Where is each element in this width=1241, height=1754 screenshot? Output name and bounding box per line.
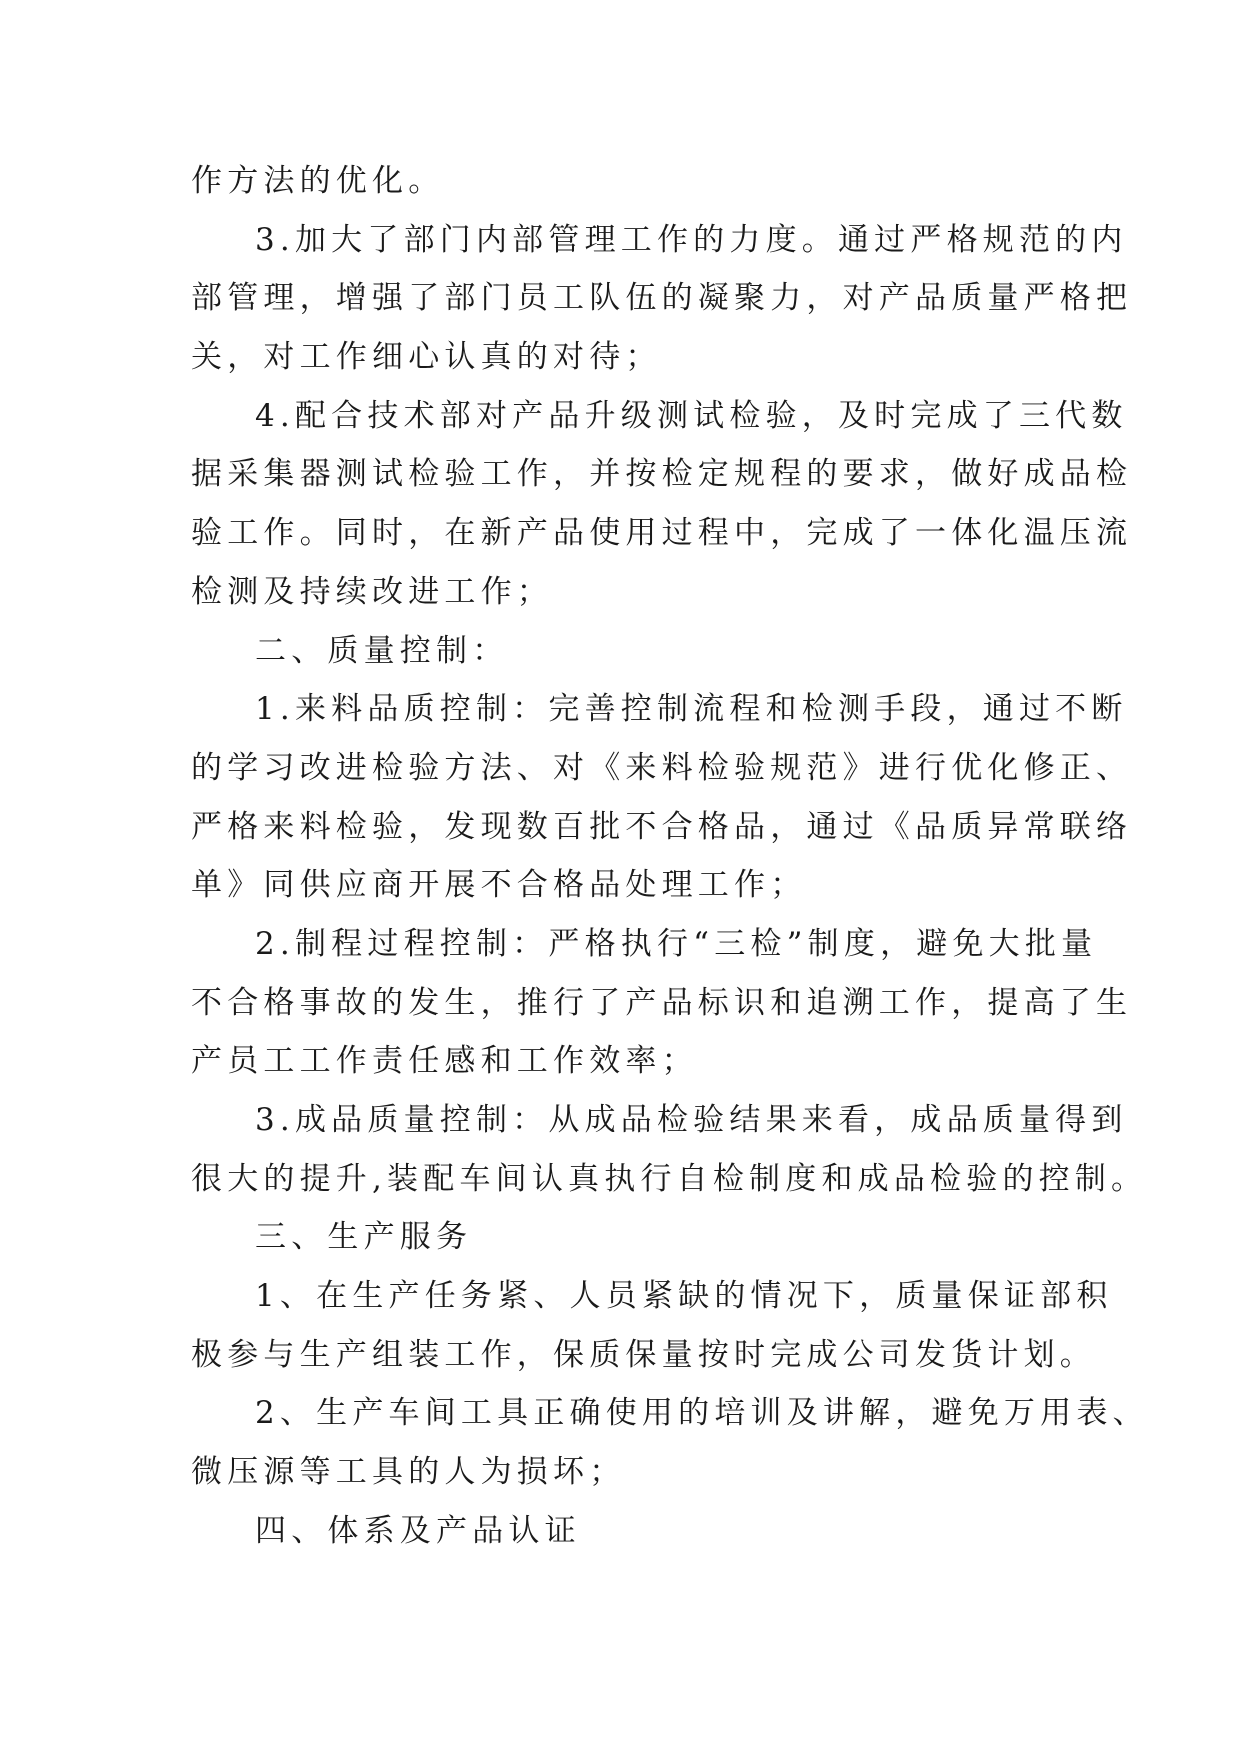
- text-line: 很大的提升,装配车间认真执行自检制度和成品检验的控制。: [191, 1160, 1148, 1197]
- document-body: [191, 152, 1149, 1561]
- text-line: 极参与生产组装工作，保质保量按时完成公司发货计划。: [191, 1336, 1096, 1373]
- text-line: 检测及持续改进工作；: [191, 573, 553, 610]
- text-line: 验工作。同时，在新产品使用过程中，完成了一体化温压流: [191, 515, 1133, 552]
- text-line: 3.成品质量控制：从成品检验结果来看，成品质量得到: [255, 1102, 1128, 1138]
- text-line: 微压源等工具的人为损坏；: [191, 1454, 626, 1491]
- section-heading: 四、体系及产品认证: [255, 1512, 581, 1549]
- text-line: 据采集器测试检验工作，并按检定规程的要求，做好成品检: [191, 456, 1133, 493]
- text-line: 的学习改进检验方法、对《来料检验规范》进行优化修正、: [191, 749, 1133, 786]
- text-line: 1、在生产任务紧、人员紧缺的情况下，质量保证部积: [255, 1278, 1113, 1315]
- section-heading: 三、生产服务: [255, 1219, 473, 1256]
- text-line: 不合格事故的发生，推行了产品标识和追溯工作，提高了生: [191, 984, 1133, 1021]
- text-line: 作方法的优化。: [191, 163, 445, 199]
- text-line: 4.配合技术部对产品升级测试检验，及时完成了三代数: [255, 397, 1128, 434]
- text-line: 部管理，增强了部门员工队伍的凝聚力，对产品质量严格把: [191, 280, 1133, 317]
- text-line: 严格来料检验，发现数百批不合格品，通过《品质异常联络: [191, 808, 1133, 845]
- section-heading: 二、质量控制：: [255, 632, 509, 669]
- text-line: 关，对工作细心认真的对待；: [191, 339, 662, 376]
- text-line: 3.加大了部门内部管理工作的力度。通过严格规范的内: [255, 221, 1128, 258]
- text-line: 1.来料品质控制：完善控制流程和检测手段，通过不断: [255, 691, 1128, 728]
- text-line: 2、生产车间工具正确使用的培训及讲解，避免万用表、: [255, 1395, 1149, 1432]
- text-line: 产员工工作责任感和工作效率；: [191, 1043, 698, 1080]
- text-line: 单》同供应商开展不合格品处理工作；: [191, 867, 807, 904]
- text-line: 2.制程过程控制：严格执行“三检”制度，避免大批量: [255, 925, 1098, 962]
